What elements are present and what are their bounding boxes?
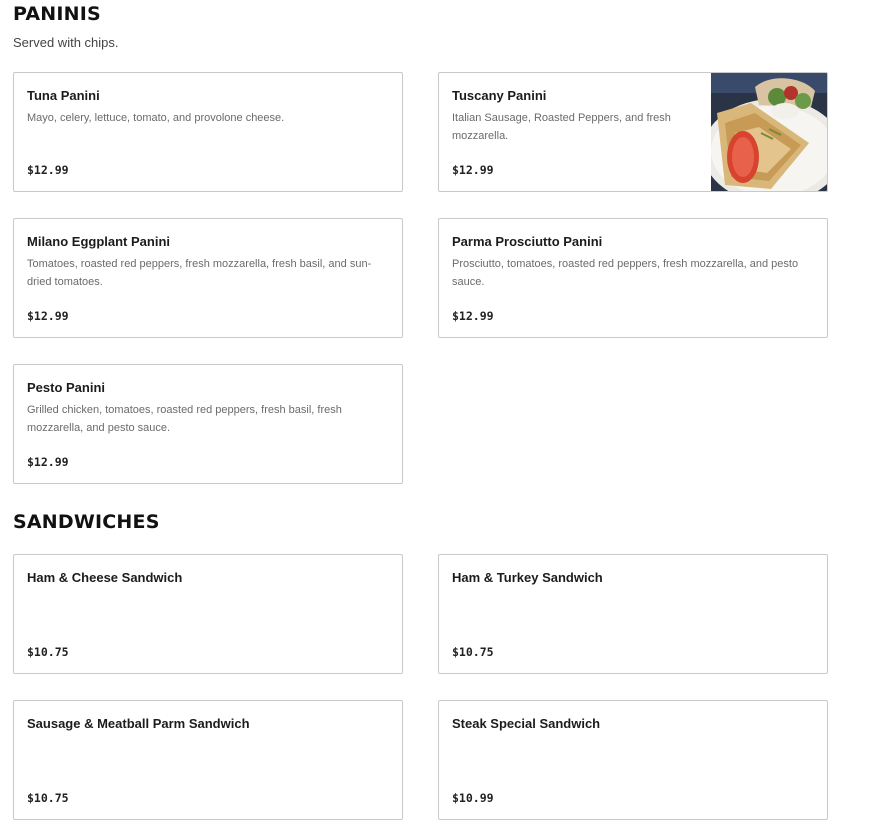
menu-item-price: $12.99 (452, 163, 494, 177)
menu-item-card-pesto-panini[interactable] (13, 364, 403, 484)
menu-item-price: $12.99 (27, 163, 69, 177)
menu-item-card-tuscany-panini[interactable] (438, 72, 828, 192)
menu-item-description: Mayo, celery, lettuce, tomato, and provolone cheese. (27, 112, 285, 124)
menu-item-name: Sausage & Meatball Parm Sandwich (27, 716, 250, 731)
menu-item-card-steak-special-sandwich[interactable] (438, 700, 828, 820)
menu-item-card-ham-turkey-sandwich[interactable] (438, 554, 828, 674)
menu-item-card-parma-prosciutto-panini[interactable] (438, 218, 828, 338)
menu-item-description: Prosciutto, tomatoes, roasted red peppers, fresh mozzarella, and pesto sauce. (452, 258, 799, 288)
section-title-paninis: PANINIS (13, 3, 101, 25)
tuscany-panini-photo[interactable] (711, 73, 827, 191)
menu-item-name: Tuna Panini (27, 88, 100, 103)
menu-item-card-milano-eggplant-panini[interactable] (13, 218, 403, 338)
menu-item-description: Italian Sausage, Roasted Peppers, and fresh mozzarella. (452, 112, 671, 142)
menu-item-card-tuna-panini[interactable] (13, 72, 403, 192)
section-title-sandwiches: SANDWICHES (13, 511, 160, 533)
menu-item-name: Ham & Cheese Sandwich (27, 570, 183, 585)
menu-item-name: Steak Special Sandwich (452, 716, 601, 731)
menu-item-price: $10.75 (452, 645, 494, 659)
menu-item-price: $10.75 (27, 645, 69, 659)
menu-item-name: Milano Eggplant Panini (27, 234, 170, 249)
menu-item-name: Ham & Turkey Sandwich (452, 570, 603, 585)
menu-item-price: $12.99 (27, 309, 69, 323)
menu-item-name: Pesto Panini (27, 380, 106, 395)
menu-item-card-ham-cheese-sandwich[interactable] (13, 554, 403, 674)
menu-item-name: Parma Prosciutto Panini (452, 234, 603, 249)
menu-item-price: $10.75 (27, 791, 69, 805)
menu-item-description: Grilled chicken, tomatoes, roasted red peppers, fresh basil, fresh mozzarella, and pesto sauce. (27, 404, 342, 434)
menu-item-price: $10.99 (452, 791, 494, 805)
menu-item-price: $12.99 (452, 309, 494, 323)
section-subtitle-paninis: Served with chips. (13, 35, 119, 50)
menu-item-name: Tuscany Panini (452, 88, 547, 103)
menu-item-description: Tomatoes, roasted red peppers, fresh mozzarella, fresh basil, and sun-dried tomatoes. (27, 258, 372, 288)
menu-item-card-sausage-meatball-parm-sandwich[interactable] (13, 700, 403, 820)
menu-item-price: $12.99 (27, 455, 69, 469)
